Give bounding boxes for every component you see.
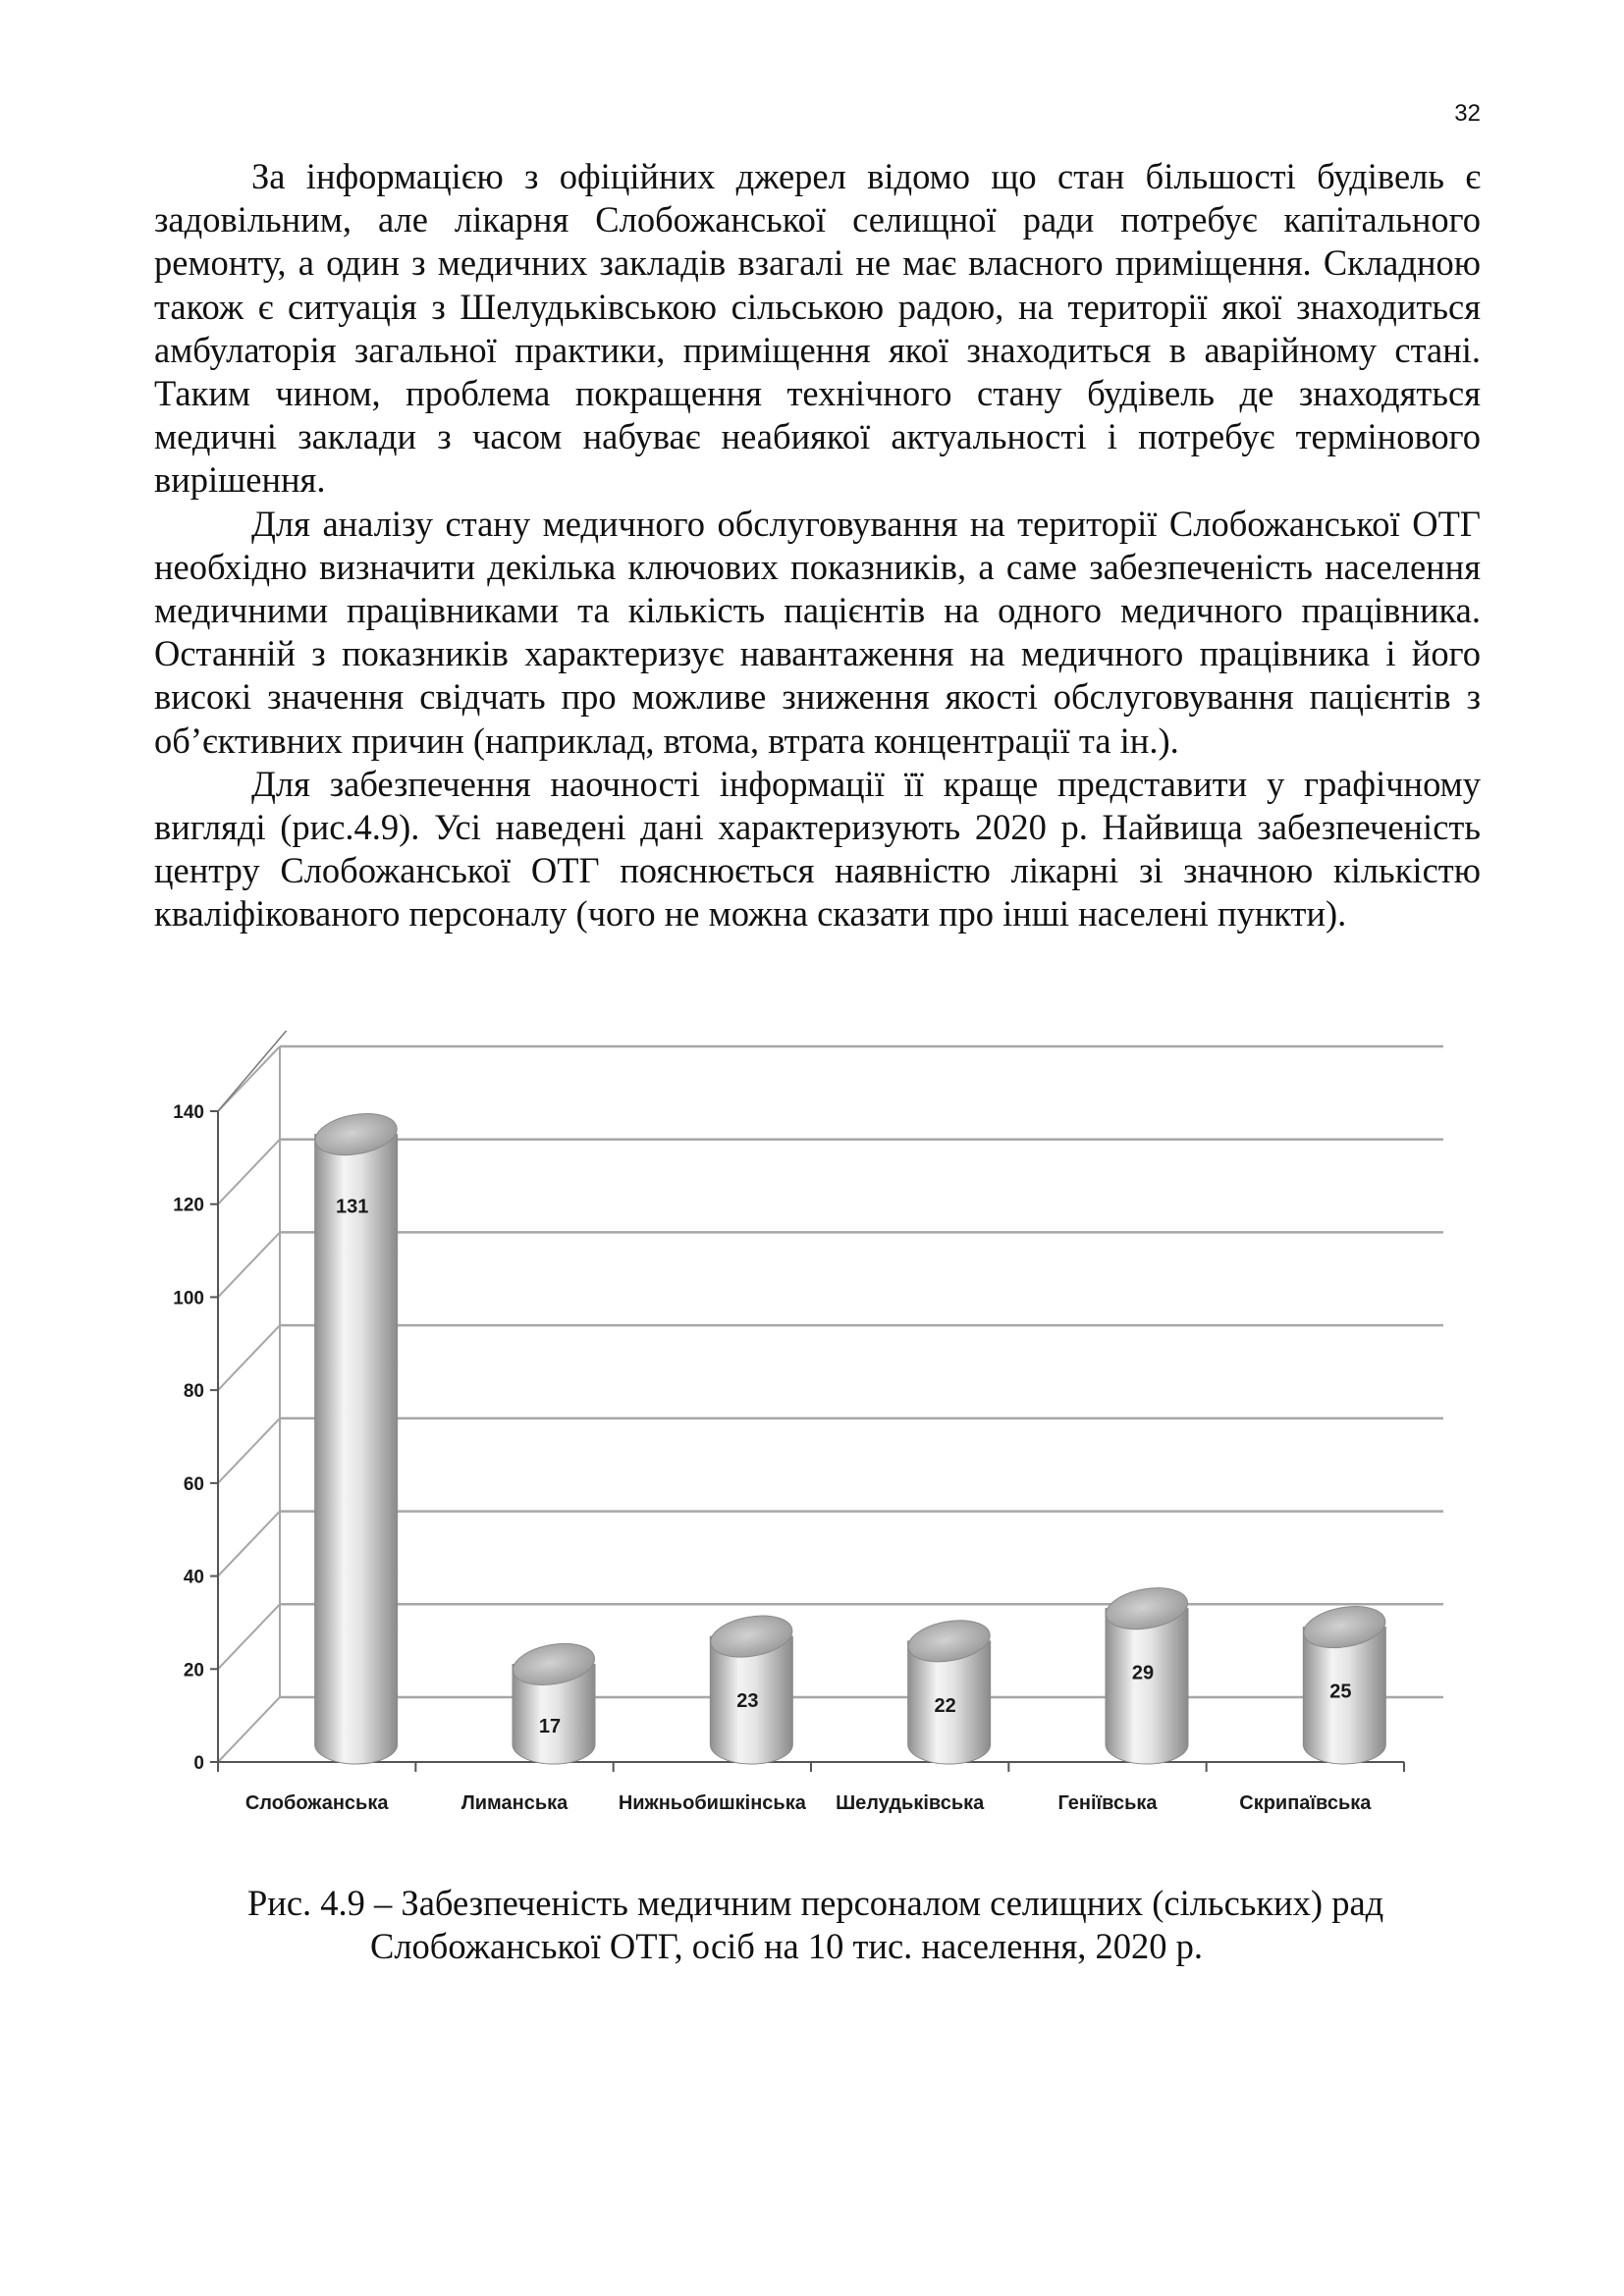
x-category-label: Скрипаївська	[1239, 1792, 1372, 1814]
bar-body	[1106, 1609, 1188, 1764]
chart-svg	[147, 1031, 1463, 1836]
bar-value-label: 23	[736, 1690, 759, 1713]
y-tick-label: 0	[193, 1753, 204, 1774]
y-tick-label: 80	[183, 1381, 204, 1403]
x-category-label: Лиманська	[460, 1792, 568, 1814]
depth-gridline	[218, 1046, 280, 1111]
bar	[905, 1615, 994, 1764]
bar	[707, 1610, 795, 1764]
depth-gridline	[218, 1512, 280, 1576]
x-category-label: Слобожанська	[244, 1792, 389, 1814]
caption-line-1: Рис. 4.9 – Забезпеченість медичним персоналом селищних (сільських) рад	[247, 1883, 1384, 1923]
caption-line-2: Слобожанської ОТГ, осіб на 10 тис. населення, 2020 р.	[370, 1926, 1204, 1966]
bar-value-label: 22	[934, 1694, 956, 1717]
figure-caption	[154, 1882, 1481, 1968]
depth-gridline	[218, 1232, 280, 1297]
x-category-label: Геніївська	[1057, 1792, 1158, 1814]
depth-gridline	[218, 1140, 280, 1204]
x-category-label: Нижньобишкінська	[618, 1792, 806, 1814]
body-text	[154, 155, 1481, 936]
page-number: 32	[1454, 100, 1481, 127]
y-tick-label: 140	[173, 1102, 204, 1123]
bar-value-label: 17	[538, 1716, 562, 1737]
bar-value-label: 131	[335, 1196, 369, 1218]
y-tick-label: 100	[173, 1288, 204, 1309]
bars-layer	[312, 1108, 1388, 1764]
depth-gridline	[218, 1325, 280, 1390]
paragraph-3: Для забезпечення наочності інформації її краще представити у графічному вигляді (рис.4.9). Усі наведені дані характеризують 2020 р. Найвища забезпеченість центру Слобожанської ОТГ пояснюється наявністю лікарні зі значною кількістю кваліфікованого персоналу (чого не можна сказати про інші населені пункти).	[154, 763, 1481, 934]
x-category-label: Шелудьківська	[836, 1792, 985, 1814]
bar	[510, 1638, 598, 1764]
y-tick-label: 120	[173, 1195, 204, 1216]
bar-body	[315, 1135, 398, 1764]
y-tick-label: 20	[183, 1660, 204, 1682]
depth-gridline	[218, 1604, 280, 1669]
bar-value-label: 25	[1329, 1681, 1352, 1703]
y-tick-label: 40	[183, 1567, 204, 1588]
depth-gridline	[218, 1418, 280, 1483]
depth-gridline	[218, 1697, 280, 1762]
bar-value-label: 29	[1131, 1662, 1155, 1684]
paragraph-2: Для аналізу стану медичного обслуговування на території Слобожанської ОТГ необхідно визначити декілька ключових показників, а саме забезпеченість населення медичними працівниками та кількість пацієнтів на одного медичного працівника. Останній з показників характеризує навантаження на медичного працівника і його високі значення свідчать про можливе зниження якості обслуговування пацієнтів з об’єктивних причин (наприклад, втома, втрата концентрації та ін.).	[154, 503, 1481, 761]
paragraph-1: За інформацією з офіційних джерел відомо що стан більшості будівель є задовільним, але лікарня Слобожанської селищної ради потребує капітального ремонту, а один з медичних закладів взагалі не має власного приміщення. Складною також є ситуація з Шелудьківською сільською радою, на території якої знаходиться амбулаторія загальної практики, приміщення якої знаходиться в аварійному стані. Таким чином, проблема покращення технічного стану будівель де знаходяться медичні заклади з часом набуває неабиякої актуальності і потребує термінового вирішення.	[154, 156, 1481, 501]
y-tick-label: 60	[183, 1473, 204, 1495]
bar-chart	[147, 1031, 1463, 1836]
